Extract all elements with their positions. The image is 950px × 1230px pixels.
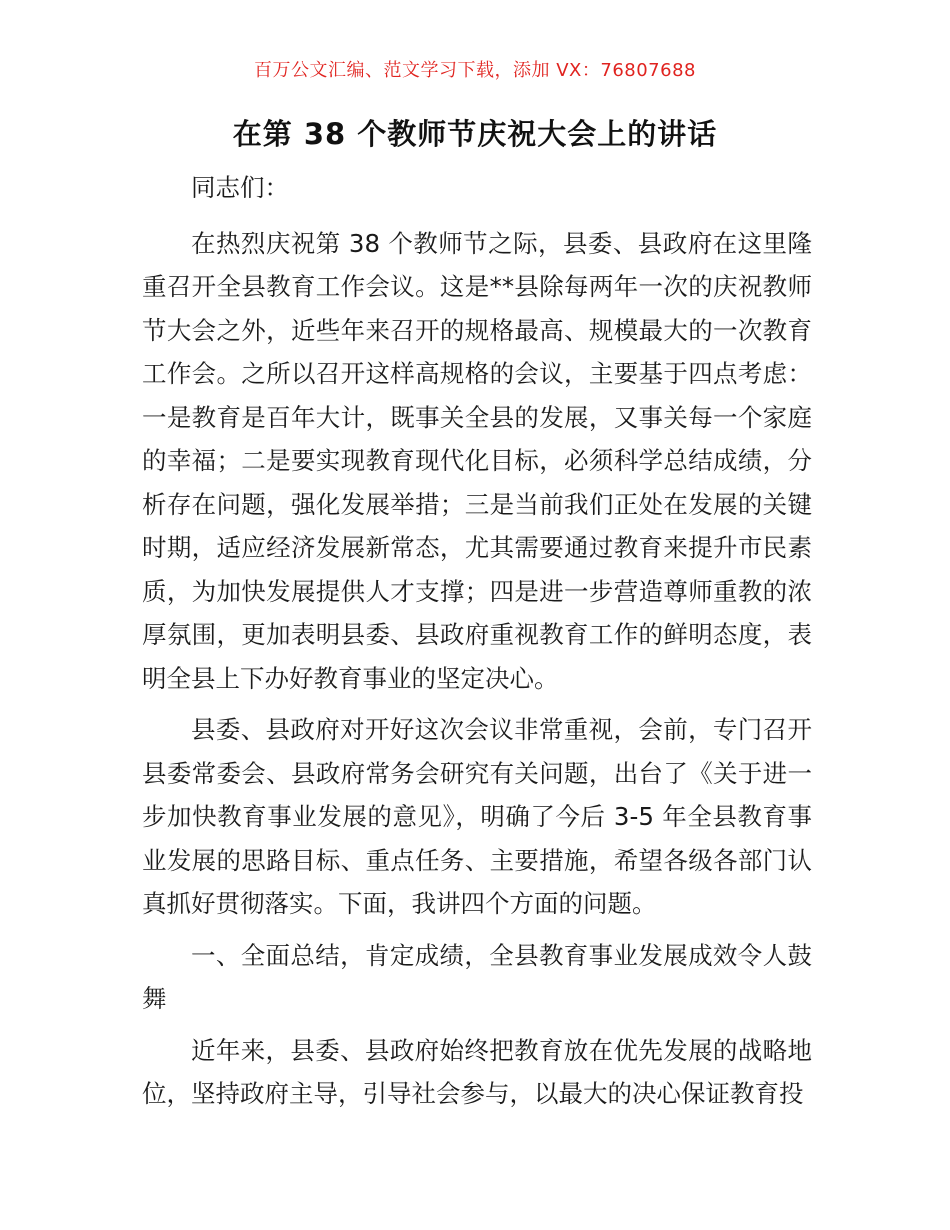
greeting: 同志们： xyxy=(191,173,289,202)
paragraph-intro: 在热烈庆祝第 38 个教师节之际，县委、县政府在这里隆重召开全县教育工作会议。这是**县除每两年一次的庆祝教师节大会之外，近些年来召开的规格最高、规模最大的一次教育工作会。之所以召开这样高规格的会议，主要基于四点考虑：一是教育是百年大计，既事关全县的发展，又事关每一个家庭的幸福；二是要实现教育现代化目标，必须科学总结成绩，分析存在问题，强化发展举措；三是当前我们正处在发展的关键时期，适应经济发展新常态，尤其需要通过教育来提升市民素质，为加快发展提供人才支撑；四是进一步营造尊师重教的浓厚氛围，更加表明县委、县政府重视教育工作的鲜明态度，表明全县上下办好教育事业的坚定决心。 xyxy=(142,228,812,693)
document-body xyxy=(142,166,812,1124)
header-watermark-note: 百万公文汇编、范文学习下载，添加 VX：76807688 xyxy=(254,60,696,81)
paragraph-section-1: 近年来，县委、县政府始终把教育放在优先发展的战略地位，坚持政府主导，引导社会参与，以最大的决心保证教育投 xyxy=(142,1035,812,1108)
paragraph-meeting-prep: 县委、县政府对开好这次会议非常重视，会前，专门召开县委常委会、县政府常务会研究有关问题，出台了《关于进一步加快教育事业发展的意见》，明确了今后 3-5 年全县教育事业发展的思路目标、重点任务、主要措施，希望各级各部门认真抓好贯彻落实。下面，我讲四个方面的问题。 xyxy=(142,715,812,918)
section-heading-1: 一、全面总结，肯定成绩，全县教育事业发展成效令人鼓舞 xyxy=(142,940,812,1013)
document-title: 在第 38 个教师节庆祝大会上的讲话 xyxy=(232,117,718,151)
